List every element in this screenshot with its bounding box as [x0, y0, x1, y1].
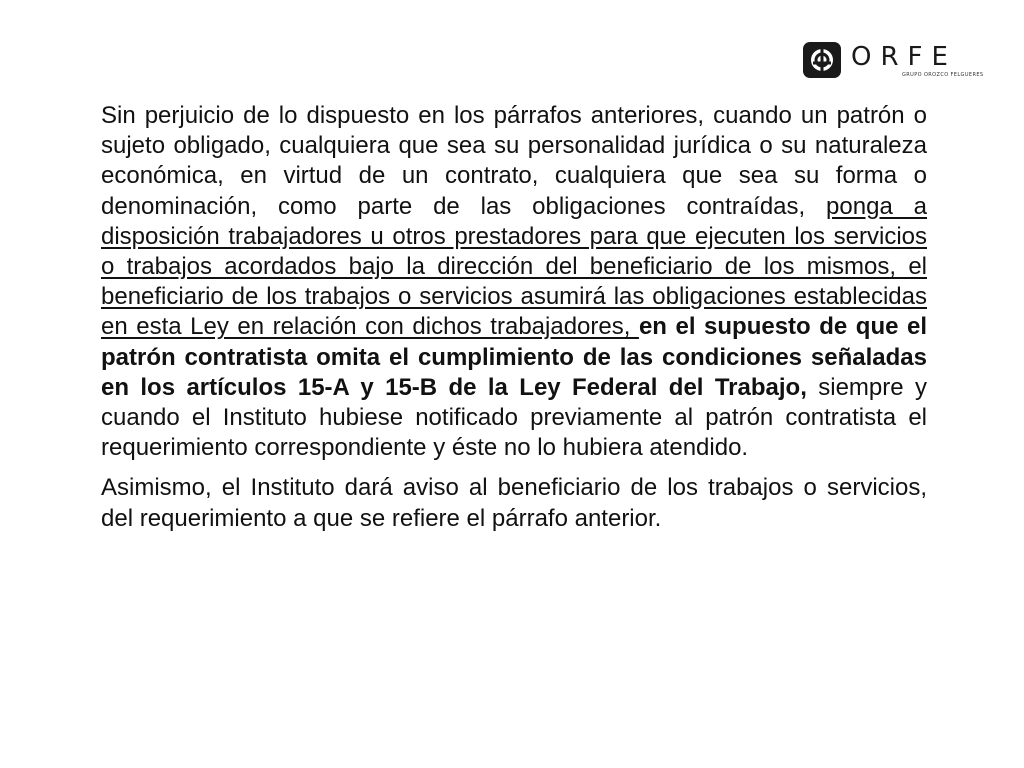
- orfe-logo-mark-icon: [803, 42, 841, 78]
- orfe-logo-tagline: GRUPO OROZCO FELGUERES: [902, 72, 984, 78]
- paragraph-1-intro: Sin perjuicio de lo dispuesto en los párrafos anteriores, cuando un patrón o sujeto obligado, cualquiera que sea su personalidad jurídica o su naturaleza económica, en virtud de un contrato, cualquiera que sea su forma o denominación, como parte de las obligaciones contraídas,: [101, 102, 927, 220]
- paragraph-1-bold-text: en el supuesto de que el patrón contratista omita el cumplimiento de las condiciones señaladas en los artículos 15-A y 15-B de la Ley Federal del Trabajo,: [101, 313, 928, 401]
- orfe-logo: [803, 42, 984, 82]
- paragraph-1-ending: siempre y cuando el Instituto hubiese notificado previamente al patrón contratista el requerimiento correspondiente y éste no lo hubiera atendido.: [101, 373, 927, 462]
- paragraph-2: Asimismo, el Instituto dará aviso al beneficiario de los trabajos o servicios, del requerimiento a que se refiere el párrafo anterior.: [101, 474, 927, 532]
- orfe-logo-wordmark: ORFE: [851, 42, 957, 72]
- document-body: [101, 101, 927, 534]
- paragraph-1-underlined-text: ponga a disposición trabajadores u otros prestadores para que ejecuten los servicios o trabajos acordados bajo la dirección del beneficiario de los mismos, el beneficiario de los trabajos o servicios asumirá las obligaciones establecidas en esta Ley en relación con dichos trabajadores,: [101, 192, 927, 341]
- paragraph-1: [101, 101, 927, 463]
